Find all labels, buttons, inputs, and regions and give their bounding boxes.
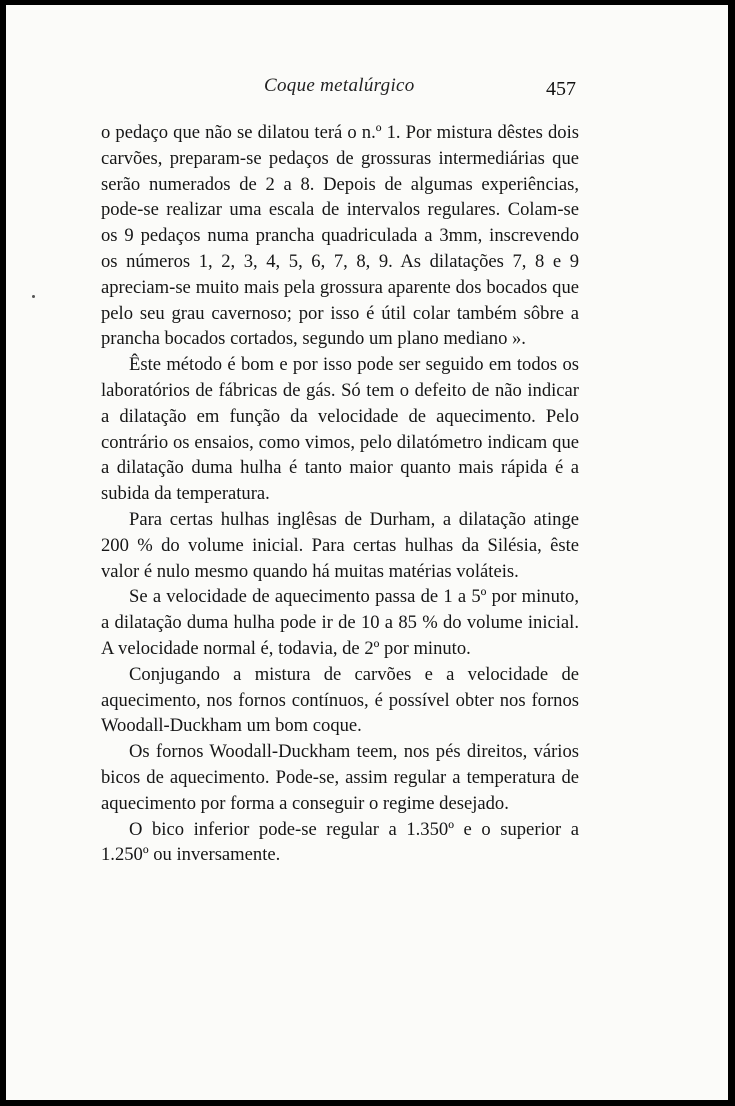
paragraph-7: O bico inferior pode-se regular a 1.350º e o superior a 1.250º ou inversamente. [101,818,579,866]
ink-speck [32,295,35,298]
page-number: 457 [546,78,576,100]
body-text [101,120,579,868]
book-page [6,5,728,1100]
paragraph-3: Para certas hulhas inglêsas de Durham, a dilatação atinge 200 % do volume inicial. Para certas hulhas da Silésia, êste valor é nulo mesmo quando há muitas matérias voláteis. [101,508,579,582]
page-header [6,75,728,105]
paragraph-6: Os fornos Woodall-Duckham teem, nos pés direitos, vários bicos de aquecimento. Pode-se, assim regular a temperatura de aquecimento por forma a conseguir o regime desejado. [101,741,579,814]
paragraph-5: Conjugando a mistura de carvões e a velocidade de aquecimento, nos fornos contínuos, é possível obter nos fornos Woodall-Duckham um bom coque. [101,663,579,737]
running-title: Coque metalúrgico [264,75,415,96]
paragraph-2: Êste método é bom e por isso pode ser seguido em todos os laboratórios de fábricas de gás. Só tem o defeito de não indicar a dilatação em função da velocidade de aquecimento. Pelo contrário os ensaios, como vimos, pelo dilatómetro indicam que a dilatação duma hulha é tanto maior quanto mais rápida é a subida da temperatura. [101,354,579,505]
paragraph-4: Se a velocidade de aquecimento passa de 1 a 5º por minuto, a dilatação duma hulha pode ir de 10 a 85 % do volume inicial. A velocidade normal é, todavia, de 2º por minuto. [101,586,579,659]
paragraph-1: o pedaço que não se dilatou terá o n.º 1. Por mistura dêstes dois carvões, preparam-se pedaços de grossuras intermediárias que serão numerados de 2 a 8. Depois de algumas experiências, pode-se realizar uma escala de intervalos regulares. Colam-se os 9 pedaços numa prancha quadriculada a 3mm, inscrevendo os números 1, 2, 3, 4, 5, 6, 7, 8, 9. As dilatações 7, 8 e 9 apreciam-se muito mais pela grossura aparente dos bocados que pelo seu grau cavernoso; por isso é útil colar também sôbre a prancha bocados cortados, segundo um plano mediano ». [101,122,579,350]
